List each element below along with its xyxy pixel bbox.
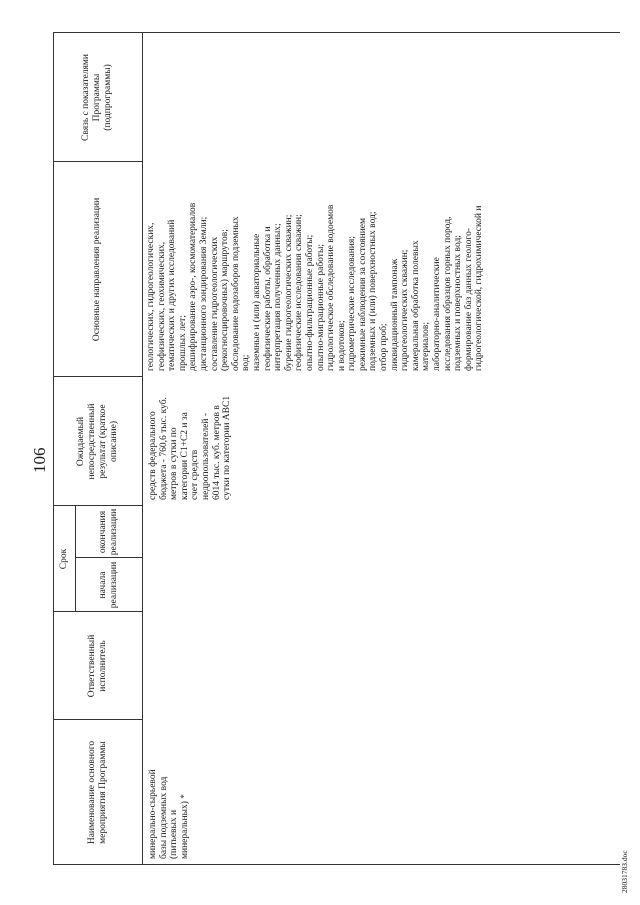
header-end: окончания реализации — [97, 508, 119, 556]
header-executor: Ответственный исполнитель — [86, 634, 108, 698]
header-directions: Основные направления реализации — [92, 197, 102, 342]
row-directions: геологических, гидрогеологических, геофизических, геохимических, тематических и других исследований прошлых лет; дешифрирование аэро-, космоматериалов дистанционного зондирования Земли; составление гидрогеологических (рекогносцировочных) маршрутов; обследование водозаборов подземных вод; наземные и (или) акваториальные геофизические работы, обработка и интерпретация полученных данных; бурение гидрогеологических скважин; геофизические исследования скважин; опытно-фильтрационные работы; опытно-миграционные работы; гидрологическое обследование водоемов и водотоков; гидрометрические исследования; режимные наблюдения за состоянием подземных и (или) поверхностных вод; отбор проб; ликвидационный тампонаж гидрогеологических скважин; камеральная обработка полевых материалов; лабораторно-аналитические исследования образцов горных пород, подземных и поверхностных вод; формирование баз данных геолого- гидрогеологической, гидрохимической и — [146, 202, 485, 371]
footer-doc-id: 2803178З.doc — [620, 850, 629, 893]
header-term: Срок — [58, 548, 69, 570]
header-start: начала реализации — [97, 561, 119, 609]
header-bottom-border — [142, 32, 143, 865]
page-number: 106 — [30, 447, 49, 473]
header-link: Связь с показателями Программы (подпрограммы) — [81, 54, 113, 141]
row-result: средств федерального бюджета - 760,6 тыс. куб. метров в сутки по категории C1+C2 и за счет средств недропользователей - 6014 тыс. куб. метров в сутки по категории ABC1 — [148, 395, 233, 500]
header-result: Ожидаемый непосредственный результат (краткое описание) — [75, 403, 119, 480]
header-name: Наименование основного мероприятия Программы — [86, 740, 108, 845]
row-name: минерально-сырьевой базы подземных вод (питьевых и минеральных) * — [148, 769, 190, 859]
